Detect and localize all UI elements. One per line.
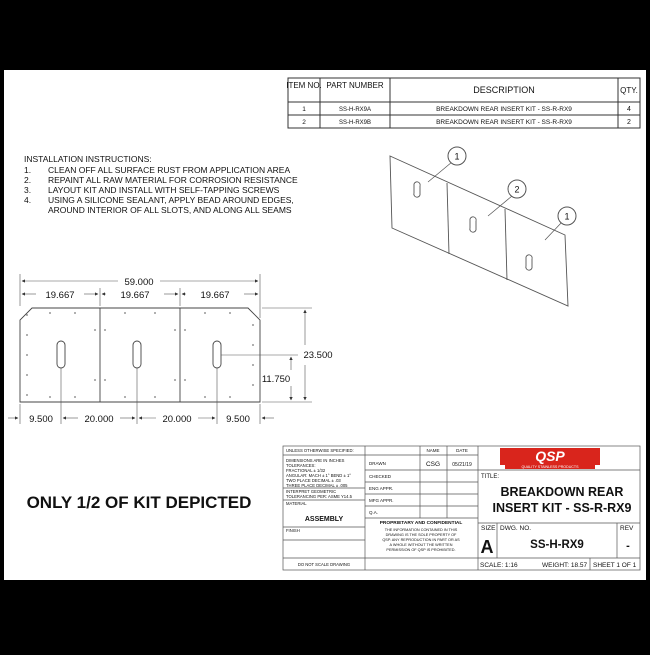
iso-slot	[414, 182, 420, 197]
bom-row-1-desc: BREAKDOWN REAR INSERT KIT - SS-R-RX9	[436, 106, 572, 113]
instruction-number: 1.	[24, 165, 32, 175]
instruction-text: AROUND INTERIOR OF ALL SLOTS, AND ALONG ALL SEAMS	[48, 205, 292, 215]
tolerance-line: TWO PLACE DECIMAL ± .03	[286, 478, 341, 483]
title-line-2: INSERT KIT - SS-R-RX9	[492, 501, 632, 515]
instruction-number: 4.	[24, 195, 32, 205]
interpret-line: INTERPRET GEOMETRIC	[286, 489, 337, 494]
proprietary-line: DRAWING IS THE SOLE PROPERTY OF	[385, 533, 457, 537]
dwg-no-value: SS-H-RX9	[530, 539, 584, 551]
date-header: DATE	[456, 448, 468, 453]
eng-appr-label: ENG APPR.	[369, 486, 394, 491]
iso-slot	[526, 255, 532, 270]
material-label: MATERIAL	[286, 501, 307, 506]
logo-tagline: QUALITY STAINLESS PRODUCTS	[521, 465, 579, 469]
logo-text: QSP	[535, 448, 565, 464]
item-balloon	[508, 180, 526, 198]
finish-label: FINISH	[286, 528, 300, 533]
qa-label: Q.A.	[369, 510, 379, 515]
drawn-name: CSG	[425, 461, 441, 468]
dwg-no-label: DWG. NO.	[500, 525, 532, 532]
instruction-text: CLEAN OFF ALL SURFACE RUST FROM APPLICATION AREA	[48, 165, 291, 175]
dim-panel-width: 19.667	[45, 290, 75, 301]
rev-label: REV	[620, 525, 634, 532]
mounting-slot	[57, 341, 65, 368]
dim-slot-spacing: 20.000	[162, 414, 192, 425]
material-value: ASSEMBLY	[304, 516, 344, 523]
bom-row-1-item: 1	[302, 106, 306, 113]
balloon-label: 1	[564, 211, 570, 222]
dim-panel-width: 19.667	[120, 290, 150, 301]
iso-slot	[470, 217, 476, 232]
bom-row-2-item: 2	[302, 119, 306, 126]
bom-header-item: ITEM NO.	[286, 81, 322, 90]
instruction-text: REPAINT ALL RAW MATERIAL FOR CORROSION RESISTANCE	[48, 175, 298, 185]
bom-header-description: DESCRIPTION	[473, 85, 535, 95]
dim-panel-width: 19.667	[200, 290, 230, 301]
bom-header-qty: QTY.	[620, 86, 638, 95]
proprietary-line: A WHOLE WITHOUT THE WRITTEN	[389, 543, 453, 547]
balloon-label: 1	[454, 151, 460, 162]
tolerance-line: FRACTIONAL ± 1/32	[286, 468, 326, 473]
instructions-heading: INSTALLATION INSTRUCTIONS:	[24, 154, 152, 164]
bom-row-2-desc: BREAKDOWN REAR INSERT KIT - SS-R-RX9	[436, 119, 572, 126]
dim-edge-offset: 9.500	[226, 414, 250, 425]
dim-slot-spacing: 20.000	[84, 414, 114, 425]
dim-slot-height: 11.750	[261, 374, 291, 385]
tolerance-line: ANGULAR: MACH ± 1° BEND ± 1°	[286, 473, 351, 478]
tolerance-line: DIMENSIONS ARE IN INCHES	[286, 458, 345, 463]
tolerance-heading: UNLESS OTHERWISE SPECIFIED:	[286, 448, 354, 453]
weight-text: WEIGHT: 18.57	[542, 562, 588, 569]
mounting-slot	[133, 341, 141, 368]
size-label: SIZE	[481, 525, 496, 532]
dim-overall-width: 59.000	[124, 277, 154, 288]
drawn-date: 05/21/19	[452, 462, 472, 468]
tolerance-line: THREE PLACE DECIMAL ± .005	[286, 483, 348, 488]
instruction-text: LAYOUT KIT AND INSTALL WITH SELF-TAPPING SCREWS	[48, 185, 280, 195]
proprietary-line: PERMISSION OF QSP IS PROHIBITED.	[386, 548, 456, 552]
dim-height: 23.500	[303, 350, 333, 361]
balloon-label: 2	[514, 184, 520, 195]
interpret-line: TOLERANCING PER: ASME Y14.5	[286, 494, 352, 499]
checked-label: CHECKED	[369, 474, 392, 479]
title-label: TITLE:	[481, 474, 500, 480]
qsp-logo	[500, 448, 600, 469]
mfg-appr-label: MFG APPR.	[369, 498, 394, 503]
name-header: NAME	[426, 448, 440, 453]
mounting-slot	[213, 341, 221, 368]
size-value: A	[480, 537, 494, 557]
item-balloon	[448, 147, 466, 165]
title-line-1: BREAKDOWN REAR	[500, 485, 624, 499]
proprietary-heading: PROPRIETARY AND CONFIDENTIAL	[379, 521, 463, 526]
instruction-text: USING A SILICONE SEALANT, APPLY BEAD AROUND EDGES,	[48, 195, 294, 205]
bom-row-2-qty: 2	[627, 119, 631, 126]
instruction-number: 2.	[24, 175, 32, 185]
proprietary-line: THE INFORMATION CONTAINED IN THIS	[384, 528, 458, 532]
rev-value: -	[626, 540, 630, 552]
drawn-label: DRAWN	[369, 461, 386, 466]
instruction-number: 3.	[24, 185, 32, 195]
bom-row-1-part: SS-H-RX9A	[338, 107, 372, 113]
bom-row-2-part: SS-H-RX9B	[338, 120, 372, 126]
proprietary-line: QSP. ANY REPRODUCTION IN PART OR AS	[382, 538, 460, 542]
bom-row-1-qty: 4	[627, 106, 631, 113]
dim-edge-offset: 9.500	[29, 414, 53, 425]
sheet-text: SHEET 1 OF 1	[593, 562, 637, 569]
bom-header-part: PART NUMBER	[326, 81, 384, 90]
item-balloon	[558, 207, 576, 225]
do-not-scale: DO NOT SCALE DRAWING	[297, 562, 351, 567]
scale-text: SCALE: 1:16	[480, 562, 518, 569]
tolerance-line: TOLERANCES:	[286, 463, 316, 468]
kit-note: ONLY 1/2 OF KIT DEPICTED	[26, 493, 252, 512]
